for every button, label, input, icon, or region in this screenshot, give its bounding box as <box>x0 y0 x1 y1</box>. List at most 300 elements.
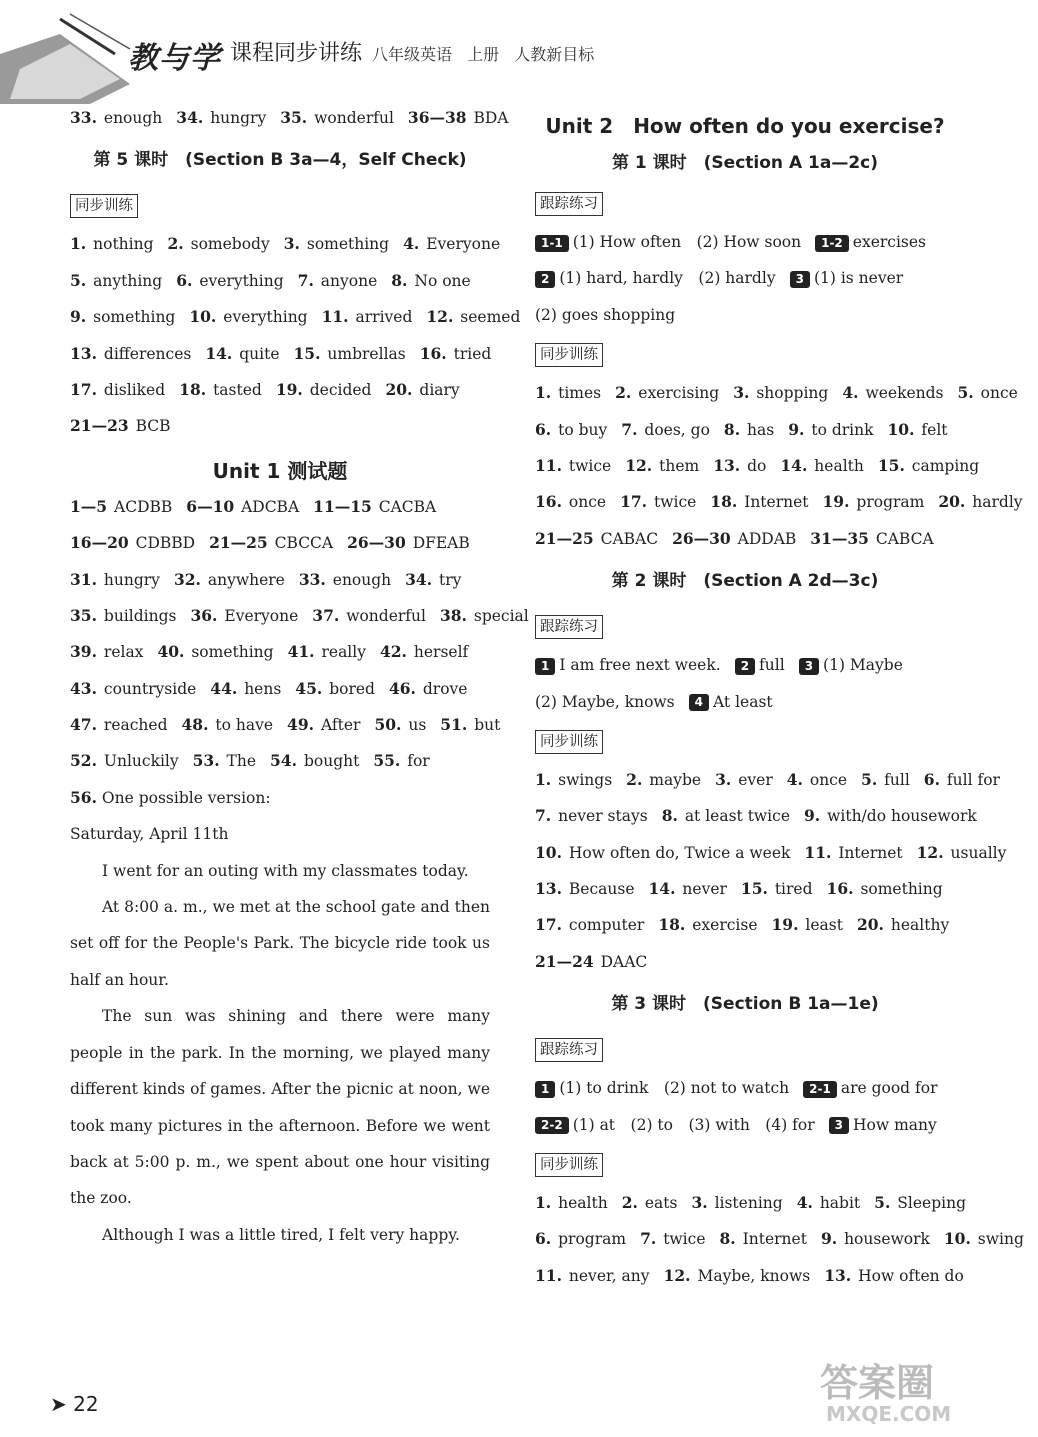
answer-number: 16—20 <box>70 533 129 553</box>
right-column <box>535 100 1024 1294</box>
answer-item <box>168 235 270 253</box>
answer-number: 48. <box>181 715 209 735</box>
lesson-1-track-answers <box>535 224 955 333</box>
answer-text: us <box>408 716 427 735</box>
answer-number: 46. <box>388 678 416 698</box>
answer-number: 12. <box>916 842 944 862</box>
answer-text: After <box>320 716 361 735</box>
answer-item <box>70 498 172 516</box>
answer-text: exercising <box>638 384 720 403</box>
answer-item <box>689 693 773 711</box>
arrow-icon: ➤ <box>50 1392 67 1416</box>
answer-text: ACDBB <box>114 497 173 516</box>
left-column <box>70 100 529 1253</box>
answer-item <box>70 680 196 698</box>
answer-text: at least twice <box>684 807 790 826</box>
answer-item <box>385 381 459 399</box>
lesson-3-title: 第 3 课时 (Section B 1a—1e) <box>611 994 879 1015</box>
lesson-3-track-answers <box>535 1070 955 1143</box>
answer-number: 17. <box>620 492 648 512</box>
answer-number: 6. <box>535 1229 552 1249</box>
answer-row <box>70 634 490 670</box>
answer-number: 13. <box>824 1265 852 1285</box>
answer-number: 39. <box>70 642 97 662</box>
answer-text: but <box>474 716 501 735</box>
answer-text: CABAC <box>600 529 659 548</box>
answer-number: 21—25 <box>209 533 268 553</box>
answer-number: 2. <box>626 769 643 789</box>
answer-text: Internet <box>742 1230 807 1249</box>
answer-number: 19. <box>275 379 303 399</box>
label-row <box>535 333 955 375</box>
label-row <box>535 1028 955 1070</box>
answer-number: 45. <box>295 678 323 698</box>
answer-text: listening <box>714 1194 783 1213</box>
answer-text: exercises <box>852 233 926 251</box>
unit-1-test-title: Unit 1 测试题 <box>212 458 348 483</box>
answer-item <box>193 752 256 770</box>
answer-number: 13. <box>70 343 97 363</box>
answer-row <box>535 448 980 484</box>
answer-item <box>426 308 520 326</box>
answer-text: (1) to drink (2) not to watch <box>559 1079 790 1098</box>
label-row <box>535 720 955 762</box>
answer-text: never <box>682 880 727 899</box>
answer-item <box>804 844 902 862</box>
answer-text: anything <box>93 271 163 290</box>
answer-item <box>270 752 359 770</box>
answer-number: 10. <box>943 1229 971 1249</box>
answer-text: bought <box>303 752 360 771</box>
answer-text: I am free next week. <box>559 656 721 675</box>
answer-text: health <box>558 1194 608 1213</box>
answer-text: anyone <box>320 271 378 290</box>
label-row <box>535 1143 955 1185</box>
answer-row <box>535 1185 966 1221</box>
answer-text: At least <box>713 692 773 711</box>
answer-item <box>205 345 279 363</box>
answer-number: 10. <box>535 842 562 862</box>
answer-item <box>295 680 375 698</box>
answer-number: 8. <box>723 419 741 439</box>
answer-number: 19. <box>771 915 799 935</box>
answer-number: 3. <box>691 1193 708 1213</box>
answer-text: least <box>805 916 843 935</box>
answer-text: ever <box>738 770 773 789</box>
answer-item <box>535 771 612 789</box>
answer-text: full <box>884 770 910 789</box>
answer-number: 12. <box>625 455 653 475</box>
answer-number: 5. <box>861 769 878 789</box>
edition: 人教新目标 <box>514 45 595 64</box>
essay-date: Saturday, April 11th <box>70 825 229 844</box>
answer-text: wonderful <box>314 109 394 127</box>
answer-text: BCB <box>135 417 171 436</box>
question-tag: 2-2 <box>535 1117 569 1134</box>
answer-text: habit <box>819 1194 861 1213</box>
answer-item <box>917 844 1007 862</box>
answer-item <box>535 1267 650 1285</box>
answer-text: diary <box>419 380 460 399</box>
answer-number: 13. <box>535 879 562 899</box>
essay-intro <box>70 780 490 816</box>
answer-number: 7. <box>621 419 638 439</box>
question-tag: 4 <box>689 694 709 711</box>
answer-number: 1. <box>535 1193 552 1213</box>
answer-item <box>284 235 389 253</box>
track-practice-label: 跟踪练习 <box>535 615 603 639</box>
answer-number: 31—35 <box>810 528 869 548</box>
answer-text: full for <box>946 770 1000 789</box>
answer-text: differences <box>103 344 192 363</box>
answer-item <box>70 643 143 661</box>
answer-text: tired <box>774 880 813 899</box>
answer-item <box>821 1230 930 1248</box>
answer-row <box>535 1221 1024 1257</box>
answer-text: full <box>759 656 785 675</box>
answer-text: Sleeping <box>897 1194 966 1213</box>
answer-item <box>861 771 910 789</box>
answer-row <box>70 100 509 136</box>
answer-item <box>176 109 266 127</box>
answer-item <box>710 493 808 511</box>
answer-item <box>535 656 721 674</box>
answer-text: to have <box>215 716 274 735</box>
answer-text: herself <box>413 643 469 662</box>
answer-text: wonderful <box>346 606 426 625</box>
answer-text: How many <box>853 1115 937 1134</box>
lesson-2-sync-answers <box>535 762 1007 980</box>
answer-number: 11. <box>535 455 562 475</box>
answer-row <box>535 521 955 557</box>
answer-number: 8. <box>391 270 408 290</box>
answer-number: 13. <box>713 455 741 475</box>
answer-number: 1—5 <box>70 496 108 516</box>
answer-number: 26—30 <box>672 528 731 548</box>
answer-number: 21—24 <box>535 951 594 971</box>
answer-text: once <box>809 770 848 789</box>
answer-row <box>70 226 501 262</box>
answer-text: Internet <box>744 493 809 512</box>
answer-text: something <box>306 235 390 254</box>
answer-text: quite <box>239 344 280 363</box>
answer-text: drove <box>422 679 468 698</box>
answer-item <box>878 457 979 475</box>
answer-number: 43. <box>70 678 97 698</box>
answer-text: something <box>860 880 943 899</box>
answer-number: 33. <box>298 569 326 589</box>
answer-item <box>70 272 162 290</box>
lesson-5-title: 第 5 课时 (Section B 3a—4，Self Check) <box>93 150 467 171</box>
answer-item <box>298 272 378 290</box>
answer-text: health <box>814 456 864 475</box>
answer-text: hens <box>244 679 282 698</box>
answer-number: 4. <box>403 234 420 254</box>
answer-number: 18. <box>179 379 207 399</box>
answer-number: 26—30 <box>347 533 406 553</box>
question-tag: 3 <box>790 271 810 288</box>
answer-text: hardly <box>972 493 1023 512</box>
answer-item <box>888 421 948 439</box>
answer-text: computer <box>568 916 645 935</box>
answer-number: 10. <box>189 307 217 327</box>
answer-text: hungry <box>210 109 267 127</box>
answer-item <box>157 643 273 661</box>
answer-number: 10. <box>887 419 915 439</box>
answer-item <box>535 693 675 711</box>
answer-number: 16. <box>826 879 854 899</box>
answer-item <box>535 384 601 402</box>
answer-item <box>70 534 195 552</box>
answer-item <box>664 1267 811 1285</box>
answer-item <box>70 607 176 625</box>
answer-item <box>179 381 262 399</box>
answer-item <box>658 916 757 934</box>
answer-item <box>621 421 710 439</box>
answer-text: enough <box>332 570 392 589</box>
answer-item <box>70 345 191 363</box>
answer-text: them <box>659 456 700 475</box>
answer-text: ADDAB <box>737 529 797 548</box>
answer-number: 12. <box>426 307 454 327</box>
answer-text: twice <box>653 493 697 512</box>
answer-text: something <box>191 643 274 662</box>
sync-training-label: 同步训练 <box>70 194 138 218</box>
answer-row <box>535 484 1023 520</box>
answer-number: 51. <box>440 715 468 735</box>
answer-item <box>373 752 429 770</box>
answer-number: 2. <box>621 1193 638 1213</box>
answer-item <box>804 807 977 825</box>
question-tag: 1-1 <box>535 235 569 252</box>
answer-text: Internet <box>838 843 903 862</box>
answer-item <box>535 1230 626 1248</box>
answer-item <box>535 306 675 324</box>
answer-text: BDA <box>473 109 509 127</box>
answer-text: times <box>558 384 602 403</box>
answer-item <box>535 1079 789 1097</box>
answer-number: 38. <box>439 605 467 625</box>
answer-item <box>535 530 658 548</box>
answer-text: CABCA <box>875 529 934 548</box>
answer-number: 9. <box>70 307 87 327</box>
answer-text: Everyone <box>426 235 501 254</box>
answer-row <box>70 336 490 372</box>
answer-item <box>535 953 647 971</box>
answer-number: 7. <box>297 270 314 290</box>
answer-text: program <box>558 1230 627 1249</box>
answer-row <box>535 762 1000 798</box>
answer-item <box>724 421 774 439</box>
essay-paragraph: The sun was shining and there were many people in the park. In the morning, we played many different kinds of games. After the picnic at noon, we took many pictures in the afternoon. Before we went back at 5:00 p. m., we spent about one hour visiting the zoo. <box>70 1007 490 1208</box>
answer-item <box>535 493 606 511</box>
answer-row <box>70 671 490 707</box>
answer-item <box>535 880 635 898</box>
answer-number: 36—38 <box>407 108 467 127</box>
answer-number: 34. <box>405 569 433 589</box>
lesson-1-sync-answers <box>535 375 1023 557</box>
answer-text: buildings <box>103 606 177 625</box>
answer-text: housework <box>844 1230 930 1249</box>
answer-item <box>662 807 790 825</box>
answer-item <box>827 880 943 898</box>
answer-item <box>288 643 366 661</box>
answer-number: 8. <box>719 1229 736 1249</box>
answer-text: (1) is never <box>813 269 904 288</box>
answer-item <box>741 880 813 898</box>
answer-item <box>640 1230 705 1248</box>
answer-item <box>815 233 926 251</box>
answer-item <box>210 680 281 698</box>
volume: 上册 <box>467 45 500 64</box>
answer-number: 15. <box>293 343 321 363</box>
answer-number: 14. <box>648 879 676 899</box>
answer-text: CDBBD <box>135 534 196 553</box>
answer-number: 3. <box>283 234 300 254</box>
answer-item <box>312 607 426 625</box>
question-tag: 2 <box>535 271 555 288</box>
answer-number: 16. <box>535 492 562 512</box>
page-header <box>0 0 1000 100</box>
answer-number: 14. <box>205 343 233 363</box>
answer-text: something <box>93 308 176 327</box>
unit-2-title: Unit 2 How often do you exercise? <box>545 114 945 138</box>
answer-number: 55. <box>373 751 401 771</box>
answer-text: (2) goes shopping <box>535 305 676 324</box>
answer-text: twice <box>663 1230 706 1249</box>
answer-item <box>190 607 298 625</box>
answer-item <box>790 269 904 287</box>
answer-number: 17. <box>535 915 562 935</box>
track-practice-label: 跟踪练习 <box>535 1038 603 1062</box>
answer-number: 16. <box>419 343 447 363</box>
answer-item <box>691 1194 782 1212</box>
answer-number: 50. <box>374 715 402 735</box>
answer-text: weekends <box>865 384 944 403</box>
answer-number: 5. <box>874 1193 891 1213</box>
answer-item <box>625 457 699 475</box>
answer-number: 53. <box>192 751 220 771</box>
answer-text: nothing <box>93 235 154 254</box>
answer-text: felt <box>921 420 948 439</box>
answer-number: 4. <box>786 769 803 789</box>
track-practice-label: 跟踪练习 <box>535 192 603 216</box>
answer-item <box>70 417 171 435</box>
answer-number: 21—23 <box>70 416 129 436</box>
answer-row <box>70 562 490 598</box>
answer-number: 6. <box>923 769 940 789</box>
answer-row <box>70 707 501 743</box>
answer-text: has <box>747 420 775 439</box>
answer-text: seemed <box>460 308 521 327</box>
answer-text: relax <box>103 643 144 662</box>
answer-item <box>408 109 509 127</box>
answer-text: everything <box>223 308 308 327</box>
answer-item <box>70 571 160 589</box>
answer-text: (1) Maybe <box>823 656 903 675</box>
answer-item <box>174 571 285 589</box>
answer-item <box>70 308 175 326</box>
answer-item <box>294 345 406 363</box>
answer-number: 11. <box>804 842 832 862</box>
answer-item <box>622 1194 678 1212</box>
answer-item <box>389 680 468 698</box>
essay-paragraph: At 8:00 a. m., we met at the school gate and then set off for the People's Park. The bicycle ride took us half an hour. <box>70 898 490 989</box>
question-tag: 3 <box>829 1117 849 1134</box>
answer-item <box>823 493 925 511</box>
question-tag: 1-2 <box>815 235 849 252</box>
answer-item <box>713 457 766 475</box>
essay-number: 56. <box>70 787 97 807</box>
answer-item <box>347 534 470 552</box>
answer-text: Unluckily <box>103 752 179 771</box>
label-row <box>535 605 955 647</box>
sync-training-label: 同步训练 <box>535 343 603 367</box>
watermark: 答案圈 <box>820 1361 935 1405</box>
answer-item <box>649 880 727 898</box>
essay-paragraph: I went for an outing with my classmates today. <box>102 861 469 880</box>
answer-row <box>535 684 955 720</box>
answer-number: 6. <box>176 270 193 290</box>
answer-number: 33. <box>70 108 97 127</box>
answer-text: usually <box>950 843 1007 862</box>
answer-item <box>535 807 648 825</box>
answer-text: swing <box>977 1230 1024 1249</box>
answer-item <box>535 233 801 251</box>
answer-item <box>799 656 903 674</box>
answer-item <box>857 916 949 934</box>
answer-text: exercise <box>692 916 758 935</box>
answer-item <box>772 916 843 934</box>
label-row <box>70 184 490 226</box>
answer-number: 37. <box>312 605 340 625</box>
answer-number: 49. <box>287 715 315 735</box>
answer-number: 20. <box>938 492 966 512</box>
answer-number: 2. <box>167 234 184 254</box>
answer-text: How often do <box>858 1266 964 1285</box>
answer-item <box>70 109 162 127</box>
answer-item <box>733 384 828 402</box>
answer-item <box>70 716 168 734</box>
answer-row <box>535 944 955 980</box>
answer-item <box>797 1194 860 1212</box>
question-tag: 2 <box>735 658 755 675</box>
page-number-text: 22 <box>73 1392 99 1416</box>
answer-item <box>380 643 468 661</box>
answer-number: 14. <box>780 455 808 475</box>
answer-item <box>626 771 701 789</box>
answer-text: (2) Maybe, knows <box>535 692 675 711</box>
page-number <box>50 1392 99 1416</box>
answer-item <box>440 716 500 734</box>
answer-text: No one <box>414 271 471 290</box>
answer-number: 5. <box>70 270 87 290</box>
answer-item <box>70 752 179 770</box>
answer-text: How often do, Twice a week <box>568 843 791 862</box>
answer-number: 36. <box>190 605 218 625</box>
answer-number: 54. <box>270 751 298 771</box>
answer-number: 18. <box>658 915 686 935</box>
answer-text: reached <box>103 716 168 735</box>
answer-text: tasted <box>213 380 262 399</box>
unit-1-test-answers <box>70 489 529 780</box>
answer-text: maybe <box>649 770 702 789</box>
answer-item <box>403 235 500 253</box>
answer-item <box>299 571 391 589</box>
answer-text: DAAC <box>600 952 648 971</box>
answer-row <box>535 647 955 683</box>
answer-row <box>535 871 955 907</box>
